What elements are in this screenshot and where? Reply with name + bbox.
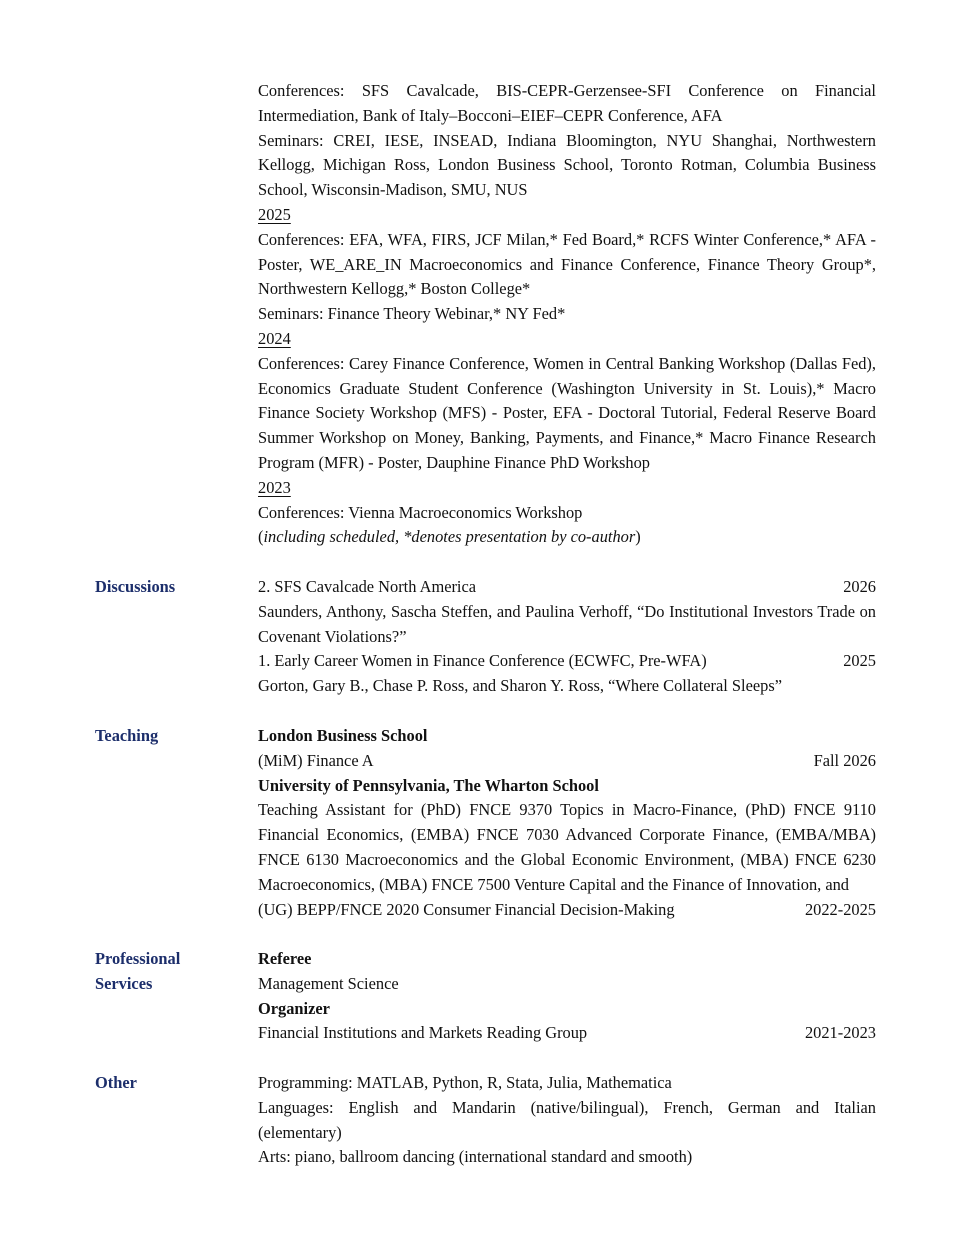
organizer-row xyxy=(258,1021,876,1046)
teaching-ta-last-row xyxy=(258,898,876,923)
discussion-item xyxy=(258,575,876,600)
discussion-paper: Gorton, Gary B., Chase P. Ross, and Sharon Y. Ross, “Where Collateral Sleeps” xyxy=(258,676,782,696)
section-title-other: Other xyxy=(95,1073,137,1092)
section-title-teaching: Teaching xyxy=(95,726,159,745)
other-list xyxy=(258,1071,876,1170)
organizer-years: 2021-2023 xyxy=(804,1023,876,1043)
presentations-list xyxy=(258,79,876,550)
referee-journal: Management Science xyxy=(258,973,399,993)
presentations-note: (including scheduled, *denotes presentation by co-author) xyxy=(258,527,641,547)
other-programming: Programming: MATLAB, Python, R, Stata, Julia, Mathematica xyxy=(258,1073,672,1092)
organizer-item: Financial Institutions and Markets Reading Group xyxy=(258,1023,588,1043)
year-heading-2024: 2024 xyxy=(258,328,291,348)
section-title-discussions: Discussions xyxy=(95,577,176,596)
presentations-intro-conferences: Conferences: SFS Cavalcade, BIS-CEPR-Gerzensee-SFI Conference on Financial Intermediation, Bank of Italy–Bocconi–EIEF–CEPR Conference, AFA xyxy=(258,81,876,125)
services-list xyxy=(258,947,876,1046)
presentations-intro-seminars: Seminars: CREI, IESE, INSEAD, Indiana Bloomington, NYU Shanghai, Northwestern Kellogg, Michigan Ross, London Business School, Toronto Rotman, Columbia Business School, Wisconsin-Madison, SMU, NUS xyxy=(258,130,876,200)
section-title-professional-services xyxy=(95,947,245,997)
teaching-course-row xyxy=(258,749,876,774)
teaching-list xyxy=(258,724,876,922)
presentations-2024-conferences: Conferences: Carey Finance Conference, Women in Central Banking Workshop (Dallas Fed), Economics Graduate Student Conference (Washington University in St. Louis),* Macro Finance Society Workshop (MFS) - Poster, EFA - Doctoral Tutorial, Federal Reserve Board Summer Workshop on Money, Banking, Payments, and Finance,* Macro Finance Research Program (MFR) - Poster, Dauphine Finance PhD Workshop xyxy=(258,353,876,472)
discussion-venue: 1. Early Career Women in Finance Conference (ECWFC, Pre-WFA) xyxy=(258,651,707,671)
year-heading-2025: 2025 xyxy=(258,204,291,224)
referee-heading: Referee xyxy=(258,949,312,968)
discussion-year: 2025 xyxy=(843,651,876,671)
teaching-ta-description: Teaching Assistant for (PhD) FNCE 9370 Topics in Macro-Finance, (PhD) FNCE 9110 Financial Economics, (EMBA) FNCE 7030 Advanced Corporate Finance, (EMBA/MBA) FNCE 6130 Macroeconomics and the Global Economic Environment, (MBA) FNCE 6230 Macroeconomics, (MBA) FNCE 7500 Venture Capital and the Finance of Innovation, and xyxy=(258,800,876,894)
other-arts: Arts: piano, ballroom dancing (international standard and smooth) xyxy=(258,1147,693,1167)
discussion-paper: Saunders, Anthony, Sascha Steffen, and Paulina Verhoff, “Do Institutional Investors Trade on Covenant Violations?” xyxy=(258,601,876,646)
organizer-heading: Organizer xyxy=(258,998,330,1018)
presentations-2025-seminars: Seminars: Finance Theory Webinar,* NY Fed* xyxy=(258,304,566,324)
teaching-course: (MiM) Finance A xyxy=(258,750,374,770)
presentations-2023-conferences: Conferences: Vienna Macroeconomics Workshop xyxy=(258,502,583,522)
teaching-ta-last-course: (UG) BEPP/FNCE 2020 Consumer Financial Decision-Making xyxy=(258,899,675,919)
teaching-school-lbs: London Business School xyxy=(258,726,428,745)
teaching-term: Fall 2026 xyxy=(813,750,876,770)
presentations-2025-conferences: Conferences: EFA, WFA, FIRS, JCF Milan,* Fed Board,* RCFS Winter Conference,* AFA - Poster, WE_ARE_IN Macroeconomics and Finance Conference, Finance Theory Group*, Northwestern Kellogg,* Boston College* xyxy=(258,229,876,299)
teaching-ta-years: 2022-2025 xyxy=(804,899,876,919)
section-title-line: Services xyxy=(95,973,153,993)
section-title-line: Professional xyxy=(95,949,181,968)
year-heading-2023: 2023 xyxy=(258,477,291,497)
discussions-list xyxy=(258,575,876,699)
discussion-venue: 2. SFS Cavalcade North America xyxy=(258,577,477,596)
discussion-year: 2026 xyxy=(843,577,876,596)
other-languages: Languages: English and Mandarin (native/bilingual), French, German and Italian (elementary) xyxy=(258,1097,876,1142)
teaching-school-wharton: University of Pennsylvania, The Wharton School xyxy=(258,775,599,795)
discussion-item xyxy=(258,649,876,674)
